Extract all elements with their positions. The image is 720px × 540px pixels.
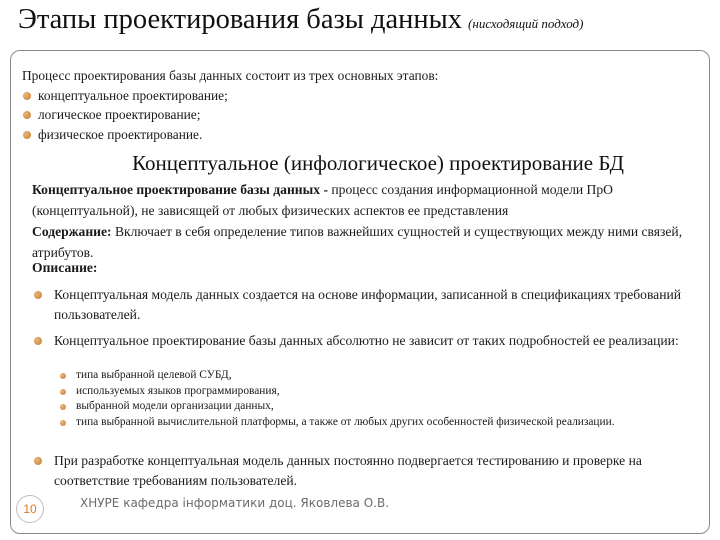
description-item: Концептуальная модель данных создается на основе информации, записанной в спецификациях требований пользователей. <box>34 285 714 325</box>
detail-item: типа выбранной вычислительной платформы, а также от любых других особенностей физической реализации. <box>60 415 700 431</box>
detail-item: используемых языков программирования, <box>60 384 700 400</box>
content-text: Включает в себя определение типов важнейших сущностей и существующих между ними связей, атрибутов. <box>32 224 683 260</box>
description-item: Концептуальное проектирование базы данных абсолютно не зависит от таких подробностей ее реализации: <box>34 331 714 351</box>
detail-item: типа выбранной целевой СУБД, <box>60 368 700 384</box>
stage-item: физическое проектирование. <box>22 125 702 145</box>
intro-block <box>22 66 702 144</box>
footer-text: ХНУРЕ кафедра інформатики доц. Яковлева О.В. <box>80 496 390 510</box>
implementation-details-list <box>60 368 700 430</box>
definition-block <box>32 179 712 263</box>
stage-item: логическое проектирование; <box>22 105 702 125</box>
content-label: Содержание: <box>32 224 112 239</box>
definition-term: Концептуальное проектирование базы данных - <box>32 182 328 197</box>
page-number: 10 <box>23 502 37 516</box>
slide-title <box>18 4 718 36</box>
detail-item: выбранной модели организации данных, <box>60 399 700 415</box>
definition-text: процесс создания информационной модели ПрО (концептуальной), не зависящей от любых физических аспектов ее представления <box>32 182 613 218</box>
stage-item: концептуальное проектирование; <box>22 86 702 106</box>
section-heading: Концептуальное (инфологическое) проектирование БД <box>132 151 624 175</box>
intro-lead: Процесс проектирования базы данных состоит из трех основных этапов: <box>22 68 439 83</box>
page-number-badge <box>16 495 44 523</box>
title-subtitle: (нисходящий подход) <box>468 16 584 31</box>
description-item: При разработке концептуальная модель данных постоянно подвергается тестированию и проверке на соответствие требованиям пользователей. <box>34 451 714 491</box>
description-list <box>34 285 714 351</box>
description-label: Описание: <box>32 260 98 275</box>
title-main: Этапы проектирования базы данных <box>18 4 463 35</box>
description-list-end <box>34 451 714 491</box>
